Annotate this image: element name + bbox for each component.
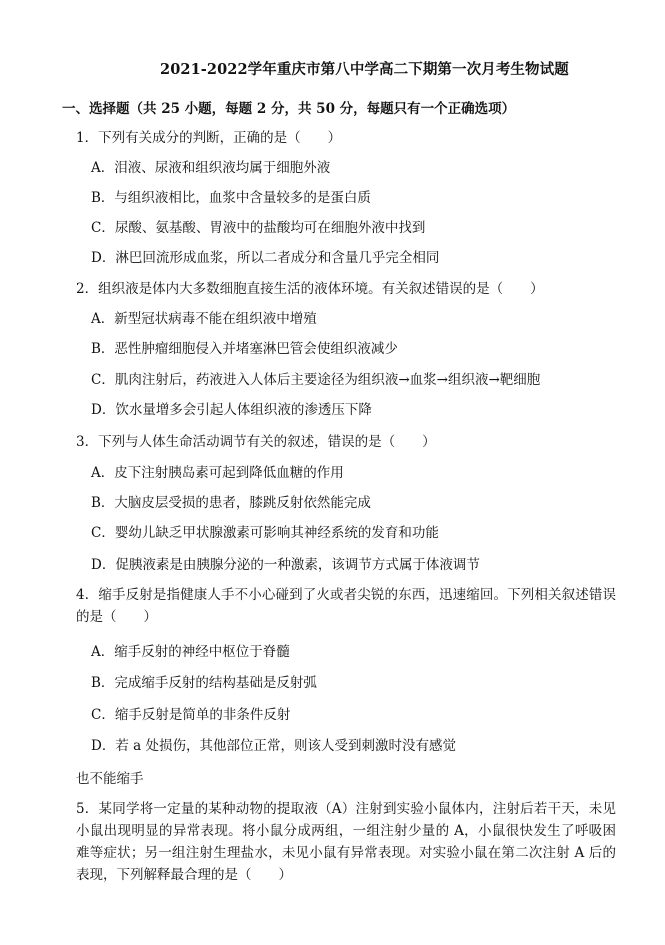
- question-3-option-d: D．促胰液素是由胰腺分泌的一种激素，该调节方式属于体液调节: [91, 557, 480, 573]
- question-2-option-c: C．肌肉注射后，药液进入人体后主要途径为组织液→血浆→组织液→靶细胞: [91, 372, 541, 388]
- question-2-stem: 2．组织液是体内大多数细胞直接生活的液体环境。有关叙述错误的是（ ）: [76, 281, 544, 297]
- exam-title: 2021-2022学年重庆市第八中学高二下期第一次月考生物试题: [160, 61, 569, 78]
- section-heading: 一、选择题（共 25 小题，每题 2 分，共 50 分，每题只有一个正确选项）: [62, 101, 516, 117]
- question-4-option-d: D．若 a 处损伤，其他部位正常，则该人受到刺激时没有感觉: [91, 738, 456, 754]
- question-3-option-c: C．婴幼儿缺乏甲状腺激素可影响其神经系统的发育和功能: [91, 525, 439, 541]
- question-3-stem: 3．下列与人体生命活动调节有关的叙述，错误的是（ ）: [76, 434, 436, 450]
- question-1-stem: 1．下列有关成分的判断，正确的是（ ）: [76, 130, 342, 146]
- question-1-option-a: A．泪液、尿液和组织液均属于细胞外液: [91, 160, 331, 176]
- question-1-option-d: D．淋巴回流形成血浆，所以二者成分和含量几乎完全相同: [91, 250, 440, 266]
- question-4-option-d-continuation: 也不能缩手: [76, 771, 144, 787]
- question-2-option-b: B．恶性肿瘤细胞侵入并堵塞淋巴管会使组织液减少: [91, 341, 398, 357]
- question-3-option-b: B．大脑皮层受损的患者，膝跳反射依然能完成: [91, 495, 371, 511]
- question-2-option-d: D．饮水量增多会引起人体组织液的渗透压下降: [91, 402, 372, 418]
- question-4-stem: 4．缩手反射是指健康人手不小心碰到了火或者尖锐的东西，迅速缩回。下列相关叙述错误的是（ ）: [76, 587, 616, 625]
- question-4-option-c: C．缩手反射是简单的非条件反射: [91, 707, 291, 723]
- question-5-stem: 5．某同学将一定量的某种动物的提取液（A）注射到实验小鼠体内，注射后若干天，未见小鼠出现明显的异常表现。将小鼠分成两组，一组注射少量的 A，小鼠很快发生了呼吸困难等症状；另一组注射生理盐水，未见小鼠有异常表现。对实验小鼠在第二次注射 A 后的表现，下列解释最合理的是（ ）: [76, 801, 616, 883]
- question-2-option-a: A．新型冠状病毒不能在组织液中增殖: [91, 311, 317, 327]
- question-1-option-b: B．与组织液相比，血浆中含量较多的是蛋白质: [91, 190, 371, 206]
- question-4-option-a: A．缩手反射的神经中枢位于脊髓: [91, 644, 290, 660]
- question-4-option-b: B．完成缩手反射的结构基础是反射弧: [91, 675, 317, 691]
- question-3-option-a: A．皮下注射胰岛素可起到降低血糖的作用: [91, 465, 344, 481]
- question-1-option-c: C．尿酸、氨基酸、胃液中的盐酸均可在细胞外液中找到: [91, 220, 426, 236]
